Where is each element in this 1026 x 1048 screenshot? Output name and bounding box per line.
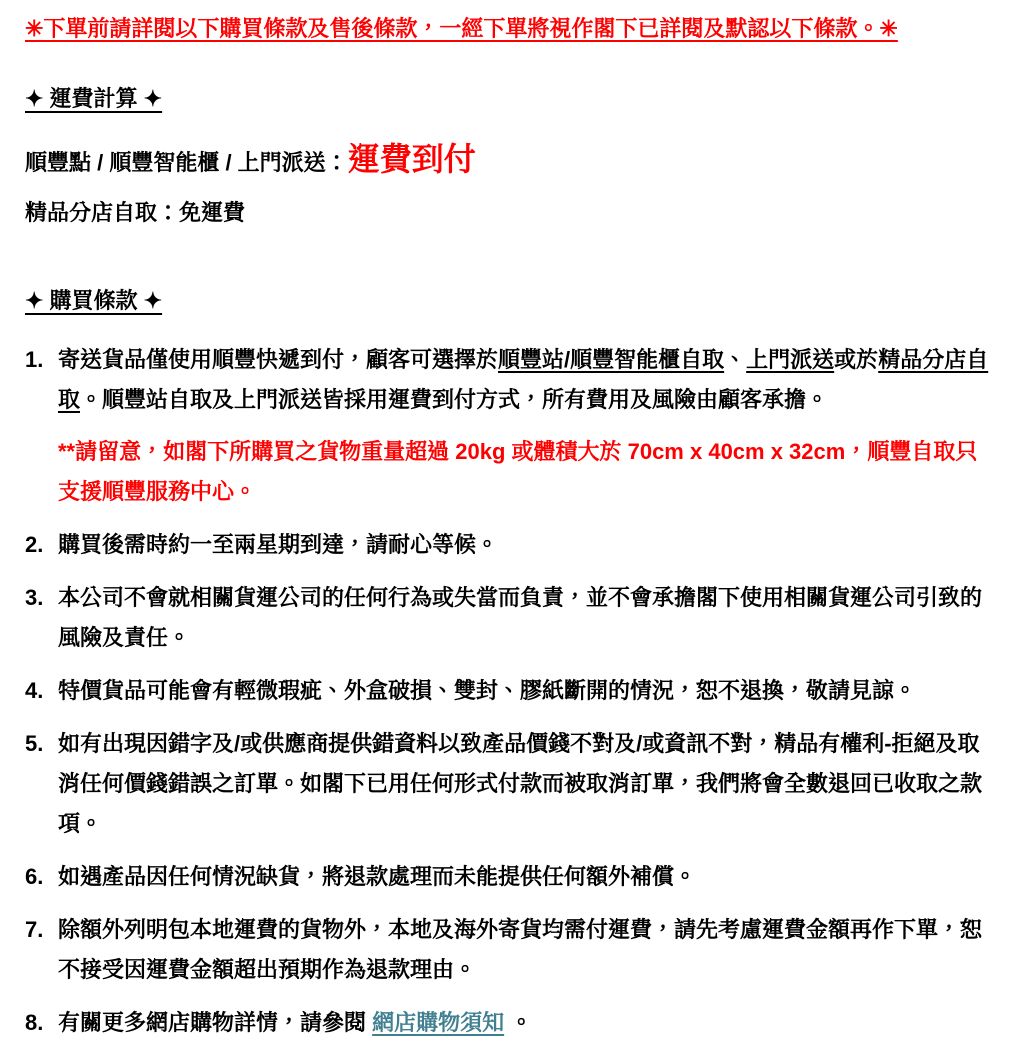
term-item-2 <box>25 525 992 565</box>
term-item-3-paragraph: 本公司不會就相關貨運公司的任何行為或失當而負責，並不會承擔閣下使用相關貨運公司引致的風險及責任。 <box>58 585 983 650</box>
store-pickup-line: 精品分店自取：免運費 <box>25 200 246 225</box>
term-item-7 <box>25 910 992 990</box>
term-item-6 <box>25 857 992 897</box>
term-item-1-text <box>58 340 992 512</box>
term-item-8 <box>25 1003 992 1043</box>
term-item-3 <box>25 578 992 658</box>
term-item-1-seg3: 或於 <box>834 347 879 372</box>
term-item-1-seg2: 、 <box>724 347 747 372</box>
item-number: 7. <box>25 917 44 942</box>
term-item-7-paragraph: 除額外列明包本地運費的貨物外，本地及海外寄貨均需付運費，請先考慮運費金額再作下單，恕不接受因運費金額超出預期作為退款理由。 <box>58 917 983 982</box>
freight-collect-text: 運費到付 <box>347 141 476 177</box>
term-item-5-paragraph: 如有出現因錯字及/或供應商提供錯資料以致產品價錢不對及/或資訊不對，精品有權利-拒絕及取消任何價錢錯誤之訂單。如閣下已用任何形式付款而被取消訂單，我們將會全數退回已收取之款項。 <box>58 731 983 836</box>
sf-station-pickup-text: 順豐站/順豐智能櫃自取 <box>498 347 725 372</box>
term-item-8-paragraph <box>58 1003 992 1043</box>
item-number: 1. <box>25 347 44 372</box>
term-item-8-suffix: 。 <box>504 1010 533 1035</box>
item-number: 3. <box>25 585 44 610</box>
term-item-1 <box>25 340 992 512</box>
term-item-6-paragraph: 如遇產品因任何情況缺貨，將退款處理而未能提供任何額外補償。 <box>58 864 697 889</box>
shipping-methods-label: 順豐點 / 順豐智能櫃 / 上門派送： <box>25 150 348 175</box>
shipping-methods-line <box>25 138 992 184</box>
pre-order-notice: ✳下單前請詳閱以下購買條款及售後條款，一經下單將視作閣下已詳閱及默認以下條款。✳ <box>25 16 898 41</box>
item-number: 4. <box>25 678 44 703</box>
term-item-4 <box>25 671 992 711</box>
oversize-weight-notice: **請留意，如閣下所購買之貨物重量超過 20kg 或體積大於 70cm x 40cm x 32cm，順豐自取只支援順豐服務中心。 <box>58 439 978 504</box>
terms-list <box>25 340 992 1043</box>
purchase-terms-heading: ✦ 購買條款 ✦ <box>25 288 163 313</box>
item-number: 2. <box>25 532 44 557</box>
boutique-pickup-text: 精品分店自取 <box>58 347 989 412</box>
item-number: 8. <box>25 1010 44 1035</box>
shop-guide-link[interactable]: 網店購物須知 <box>372 1010 505 1035</box>
term-item-1-paragraph <box>58 340 992 420</box>
term-item-1-seg1: 寄送貨品僅使用順豐快遞到付，顧客可選擇於 <box>58 347 499 372</box>
term-item-5 <box>25 724 992 844</box>
item-number: 6. <box>25 864 44 889</box>
term-item-1-seg4: 。順豐站自取及上門派送皆採用運費到付方式，所有費用及風險由顧客承擔。 <box>80 387 829 412</box>
home-delivery-text: 上門派送 <box>746 347 835 372</box>
term-item-8-prefix: 有關更多網店購物詳情，請參閱 <box>58 1010 373 1035</box>
shipping-fee-heading: ✦ 運費計算 ✦ <box>25 86 163 111</box>
term-item-2-paragraph: 購買後需時約一至兩星期到達，請耐心等候。 <box>58 532 499 557</box>
term-item-4-paragraph: 特價貨品可能會有輕微瑕疵、外盒破損、雙封、膠紙斷開的情況，恕不退換，敬請見諒。 <box>58 678 917 703</box>
item-number: 5. <box>25 731 44 756</box>
